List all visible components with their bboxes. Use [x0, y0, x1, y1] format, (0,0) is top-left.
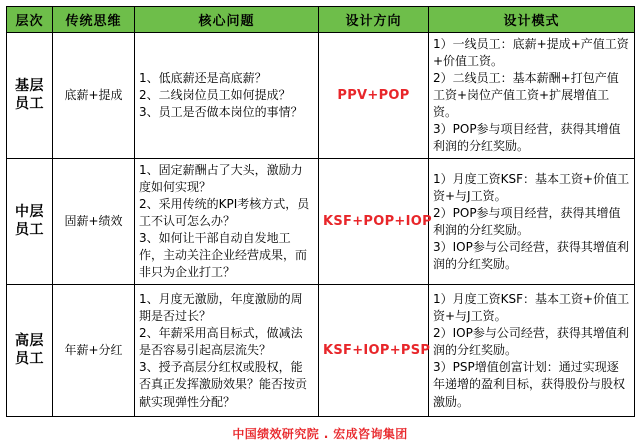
table-body	[7, 33, 635, 417]
traditional-cell-frontline: 底薪+提成	[53, 33, 135, 159]
core-question-cell-middle	[135, 159, 319, 285]
mode-line: 1）月度工资KSF：基本工资+价值工资+与J工资。	[433, 171, 630, 203]
core-line: 2、采用传统的KPI考核方式，员工不认可怎么办？	[139, 197, 310, 229]
table-row	[7, 159, 635, 285]
header-row	[7, 7, 635, 33]
core-line: 1、固定薪酬占了大头，激励力度如何实现？	[139, 163, 303, 195]
mode-line: 3）POP参与项目经营，获得其增值利润的分红奖励。	[433, 122, 621, 154]
level-line-2: 员工	[15, 221, 44, 238]
mode-line: 1）一线员工：底薪+提成+产值工资+价值工资。	[433, 37, 629, 69]
design-mode-cell-senior	[429, 285, 635, 417]
column-header-design-mode: 设计模式	[429, 7, 635, 33]
column-header-level: 层次	[7, 7, 53, 33]
core-line: 3、授予高层分红权或股权，能否真正发挥激励效果？能否按贡献实现弹性分配？	[139, 360, 308, 409]
level-line-2: 员工	[15, 95, 44, 112]
level-line-2: 员工	[15, 350, 44, 367]
design-mode-cell-middle	[429, 159, 635, 285]
design-direction-cell-senior: KSF+IOP+PSP	[319, 285, 429, 417]
core-line: 1、低底薪还是高底薪？	[139, 71, 267, 86]
mode-line: 2）IOP参与公司经营，获得其增值利润的分红奖励。	[433, 326, 629, 358]
traditional-cell-senior: 年薪+分红	[53, 285, 135, 417]
column-header-core-question: 核心问题	[135, 7, 319, 33]
footer-attribution: 中国绩效研究院 . 宏成咨询集团	[232, 427, 408, 442]
design-mode-cell-frontline	[429, 33, 635, 159]
traditional-cell-middle: 固薪+绩效	[53, 159, 135, 285]
mode-line: 1）月度工资KSF：基本工资+价值工资+与J工资。	[433, 292, 630, 324]
mode-line: 3）PSP增值创富计划：通过实现逐年递增的盈利目标，获得股份与股权激励。	[433, 360, 626, 409]
level-cell-middle	[7, 159, 53, 285]
core-question-cell-frontline	[135, 33, 319, 159]
design-direction-cell-middle: KSF+POP+IOP	[319, 159, 429, 285]
level-line-1: 高层	[15, 333, 44, 350]
core-line: 2、年薪采用高目标式，做减法是否容易引起高层流失？	[139, 326, 303, 358]
table-row	[7, 33, 635, 159]
level-cell-frontline	[7, 33, 53, 159]
core-question-cell-senior	[135, 285, 319, 417]
mode-line: 3）IOP参与公司经营，获得其增值利润的分红奖励。	[433, 239, 629, 271]
salary-design-table	[6, 6, 635, 417]
table-header	[7, 7, 635, 33]
core-line: 2、二线岗位员工如何提成？	[139, 88, 291, 103]
table-row	[7, 285, 635, 417]
core-line: 3、如何让干部自动自发地工作，主动关注企业经营成果，而非只为企业打工？	[139, 231, 308, 280]
column-header-design-direction: 设计方向	[319, 7, 429, 33]
core-line: 3、员工是否做本岗位的事情？	[139, 105, 303, 120]
mode-line: 2）POP参与项目经营，获得其增值利润的分红奖励。	[433, 205, 621, 237]
level-line-1: 基层	[15, 78, 44, 95]
level-cell-senior	[7, 285, 53, 417]
column-header-traditional: 传统思维	[53, 7, 135, 33]
design-direction-cell-frontline: PPV+POP	[319, 33, 429, 159]
mode-line: 2）二线员工：基本薪酬+打包产值工资+岗位产值工资+扩展增值工资。	[433, 71, 619, 120]
level-line-1: 中层	[15, 204, 44, 221]
core-line: 1、月度无激励，年度激励的周期是否过长？	[139, 292, 303, 324]
